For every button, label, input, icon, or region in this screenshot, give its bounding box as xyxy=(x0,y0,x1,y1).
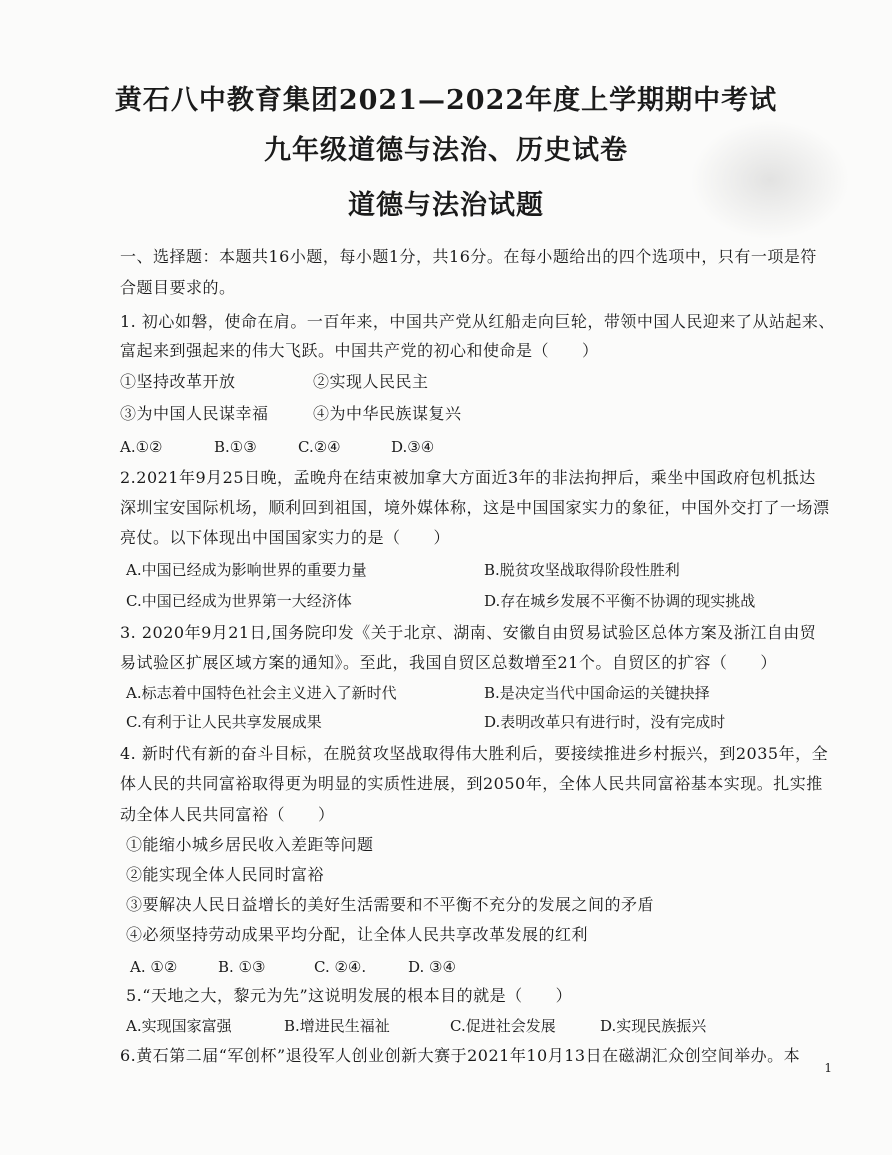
subject-title: 道德与法治试题 xyxy=(348,190,544,221)
question-1-text-cont: 富起来到强起来的伟大飞跃。中国共产党的初心和使命是（ ） xyxy=(120,341,599,360)
question-4-item: ②能实现全体人民同时富裕 xyxy=(126,865,325,884)
question-2-text-cont: 深圳宝安国际机场，顺利回到祖国，境外媒体称，这是中国国家实力的象征，中国外交打了一场漂 xyxy=(120,498,830,517)
question-1-option-c: C.②④ xyxy=(298,438,341,456)
question-5-option-b: B.增进民生福祉 xyxy=(284,1017,390,1035)
question-2-option-a: A.中国已经成为影响世界的重要力量 xyxy=(126,561,367,579)
question-4-text: 4. 新时代有新的奋斗目标，在脱贫攻坚战取得伟大胜利后，要接续推进乡村振兴，到2035年，全 xyxy=(120,744,829,763)
question-5-option-a: A.实现国家富强 xyxy=(126,1017,232,1035)
section-heading-cont: 合题目要求的。 xyxy=(120,278,236,297)
exam-title: 黄石八中教育集团2021—2022年度上学期期中考试 xyxy=(114,85,778,116)
question-5-option-d: D.实现民族振兴 xyxy=(600,1017,707,1035)
question-2-text-cont: 亮仗。以下体现出中国国家实力的是（ ） xyxy=(120,528,451,547)
page-number: 1 xyxy=(824,1061,832,1075)
section-heading: 一、选择题：本题共16小题，每小题1分，共16分。在每小题给出的四个选项中，只有一项是符 xyxy=(120,247,817,266)
question-5-option-c: C.促进社会发展 xyxy=(450,1017,556,1035)
question-3-text-cont: 易试验区扩展区域方案的通知》。至此，我国自贸区总数增至21个。自贸区的扩容（ ） xyxy=(120,653,777,672)
question-4-text-cont: 动全体人民共同富裕（ ） xyxy=(120,805,335,824)
question-2-option-c: C.中国已经成为世界第一大经济体 xyxy=(126,592,352,610)
question-3-text: 3. 2020年9月21日,国务院印发《关于北京、湖南、安徽自由贸易试验区总体方案及浙江自由贸 xyxy=(120,623,817,642)
question-1-item: ④为中华民族谋复兴 xyxy=(313,404,462,423)
question-4-option-d: D. ③④ xyxy=(408,958,456,976)
question-1-option-d: D.③④ xyxy=(391,438,435,456)
question-4-option-c: C. ②④. xyxy=(314,958,367,976)
question-5-text: 5.“天地之大，黎元为先”这说明发展的根本目的就是（ ） xyxy=(126,986,573,1005)
question-4-option-b: B. ①③ xyxy=(218,958,266,976)
question-1-item: ③为中国人民谋幸福 xyxy=(120,404,269,423)
question-3-option-d: D.表明改革只有进行时，没有完成时 xyxy=(484,713,726,731)
exam-subtitle: 九年级道德与法治、历史试卷 xyxy=(264,135,628,166)
question-3-option-c: C.有利于让人民共享发展成果 xyxy=(126,713,322,731)
question-1-text: 1. 初心如磐，使命在肩。一百年来，中国共产党从红船走向巨轮，带领中国人民迎来了从站起来、 xyxy=(120,312,835,331)
question-3-option-b: B.是决定当代中国命运的关键抉择 xyxy=(484,684,710,702)
question-4-item: ①能缩小城乡居民收入差距等问题 xyxy=(126,835,374,854)
question-4-text-cont: 体人民的共同富裕取得更为明显的实质性进展，到2050年，全体人民共同富裕基本实现。扎实推 xyxy=(120,774,823,793)
question-1-option-b: B.①③ xyxy=(214,438,257,456)
question-1-item: ②实现人民民主 xyxy=(313,372,429,391)
question-1-item: ①坚持改革开放 xyxy=(120,372,236,391)
question-4-item: ③要解决人民日益增长的美好生活需要和不平衡不充分的发展之间的矛盾 xyxy=(126,895,655,914)
question-4-item: ④必须坚持劳动成果平均分配，让全体人民共享改革发展的红利 xyxy=(126,925,589,944)
question-2-option-b: B.脱贫攻坚战取得阶段性胜利 xyxy=(484,561,680,579)
question-6-text: 6.黄石第二届“军创杯”退役军人创业创新大赛于2021年10月13日在磁湖汇众创空间举办。本 xyxy=(120,1046,801,1065)
question-3-option-a: A.标志着中国特色社会主义进入了新时代 xyxy=(126,684,397,702)
question-4-option-a: A. ①② xyxy=(130,958,178,976)
question-1-option-a: A.①② xyxy=(120,438,163,456)
question-2-option-d: D.存在城乡发展不平衡不协调的现实挑战 xyxy=(484,592,756,610)
question-2-text: 2.2021年9月25日晚，孟晚舟在结束被加拿大方面近3年的非法拘押后，乘坐中国政府包机抵达 xyxy=(120,468,816,487)
